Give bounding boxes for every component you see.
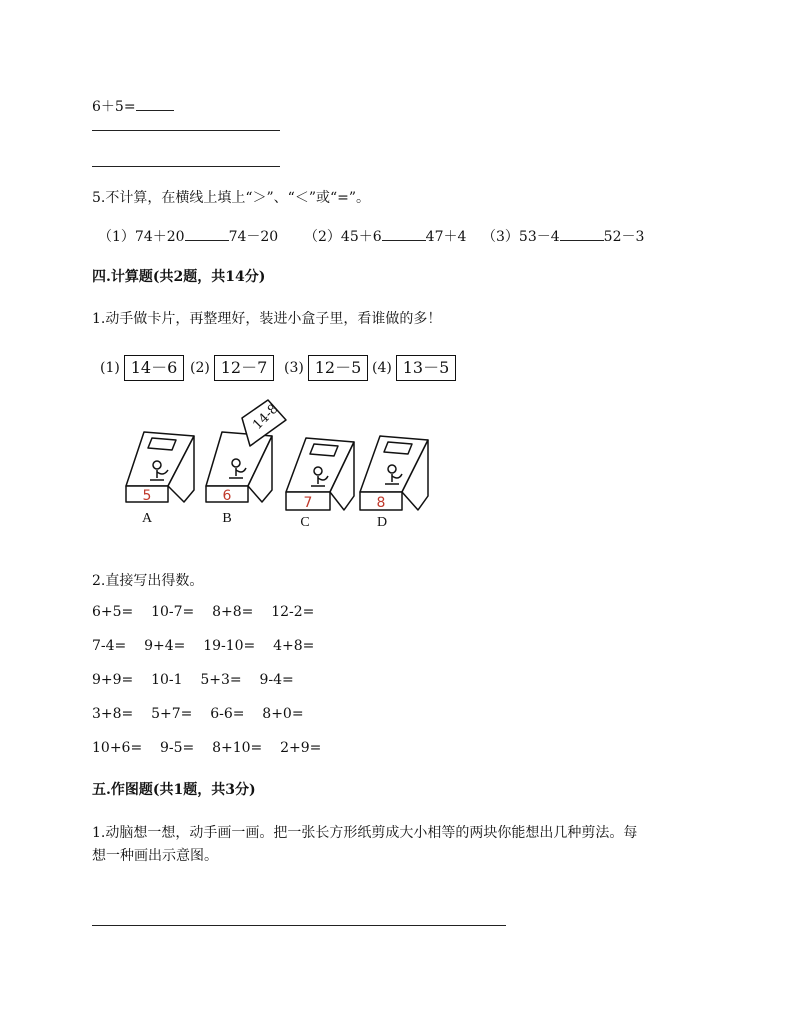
s4-q1-prompt: 1.动手做卡片，再整理好，装进小盒子里，看谁做的多！ <box>92 311 442 327</box>
q5-item-2-right: 47＋4 <box>425 229 467 245</box>
calc-row-2 <box>92 638 314 654</box>
calc-row-4 <box>92 706 304 722</box>
q5-item-2-left: 45＋6 <box>340 229 382 245</box>
card-2: 12－7 <box>214 355 274 381</box>
section5-heading: 五.作图题(共1题，共3分) <box>92 782 256 798</box>
box-b <box>206 432 272 502</box>
q5-item-3-left: 53－4 <box>518 229 560 245</box>
box-c <box>286 438 354 510</box>
calc-3-2: 10-1 <box>151 672 183 688</box>
calc-1-2: 10-7= <box>151 604 195 620</box>
insert-card-text: 14-8 <box>250 401 282 433</box>
q5-instruction: 5.不计算，在横线上填上“＞”、“＜”或“=”。 <box>92 190 371 206</box>
calc-1-3: 8+8= <box>212 604 254 620</box>
box-d <box>360 436 428 510</box>
s5-q1-line1: 1.动脑想一想，动手画一画。把一张长方形纸剪成大小相等的两块你能想出几种剪法。每 <box>92 825 638 841</box>
card-4-num: (4) <box>372 360 392 376</box>
calc-5-2: 9-5= <box>160 740 195 756</box>
q5-item-2 <box>304 226 466 246</box>
answer-line-1[interactable] <box>92 130 280 131</box>
q5-item-2-blank[interactable] <box>382 226 426 241</box>
box-a-label: A <box>141 511 153 526</box>
q5-item-3-blank[interactable] <box>560 226 604 241</box>
box-d-number: 8 <box>376 495 386 511</box>
card-4: 13－5 <box>396 355 456 381</box>
card-3-num: (3) <box>284 360 304 376</box>
q4-expr-text: 6＋5= <box>92 99 136 115</box>
calc-1-1: 6+5= <box>92 604 134 620</box>
q5-item-1 <box>98 226 278 246</box>
drawing-answer-line[interactable] <box>92 925 506 926</box>
s5-q1-line2: 想一种画出示意图。 <box>92 848 218 864</box>
card-1: 14－6 <box>124 355 184 381</box>
q5-item-2-num: （2） <box>304 229 341 245</box>
card-3: 12－5 <box>308 355 368 381</box>
calc-5-1: 10+6= <box>92 740 143 756</box>
box-c-label: C <box>300 515 310 530</box>
box-a-number: 5 <box>142 488 152 504</box>
box-c-number: 7 <box>303 495 313 511</box>
calc-3-4: 9-4= <box>259 672 294 688</box>
box-b-label: B <box>222 511 232 526</box>
calc-4-3: 6-6= <box>210 706 245 722</box>
card-1-num: (1) <box>100 360 120 376</box>
boxes-illustration <box>115 395 445 535</box>
q5-item-3-right: 52－3 <box>603 229 645 245</box>
q4-expression <box>92 96 174 116</box>
calc-3-3: 5+3= <box>200 672 242 688</box>
answer-line-2[interactable] <box>92 166 280 167</box>
calc-2-1: 7-4= <box>92 638 127 654</box>
calc-4-2: 5+7= <box>151 706 193 722</box>
calc-row-5 <box>92 740 321 756</box>
box-d-label: D <box>376 515 388 530</box>
q5-item-1-blank[interactable] <box>185 226 229 241</box>
calc-2-4: 4+8= <box>273 638 315 654</box>
s4-q2-prompt: 2.直接写出得数。 <box>92 573 204 589</box>
calc-row-1 <box>92 604 314 620</box>
section4-heading: 四.计算题(共2题，共14分) <box>92 269 266 285</box>
calc-5-4: 2+9= <box>280 740 322 756</box>
calc-2-3: 19-10= <box>203 638 256 654</box>
q5-item-3 <box>482 226 644 246</box>
box-b-number: 6 <box>222 488 232 504</box>
q4-answer-blank[interactable] <box>136 96 174 111</box>
calc-2-2: 9+4= <box>144 638 186 654</box>
calc-5-3: 8+10= <box>212 740 263 756</box>
calc-4-1: 3+8= <box>92 706 134 722</box>
calc-1-4: 12-2= <box>271 604 315 620</box>
q5-item-1-right: 74－20 <box>228 229 279 245</box>
q5-item-1-left: 74＋20 <box>134 229 185 245</box>
q5-item-1-num: （1） <box>98 229 135 245</box>
calc-3-1: 9+9= <box>92 672 134 688</box>
card-2-num: (2) <box>190 360 210 376</box>
q5-item-3-num: （3） <box>482 229 519 245</box>
box-a <box>126 432 194 502</box>
calc-row-3 <box>92 672 294 688</box>
calc-4-4: 8+0= <box>262 706 304 722</box>
